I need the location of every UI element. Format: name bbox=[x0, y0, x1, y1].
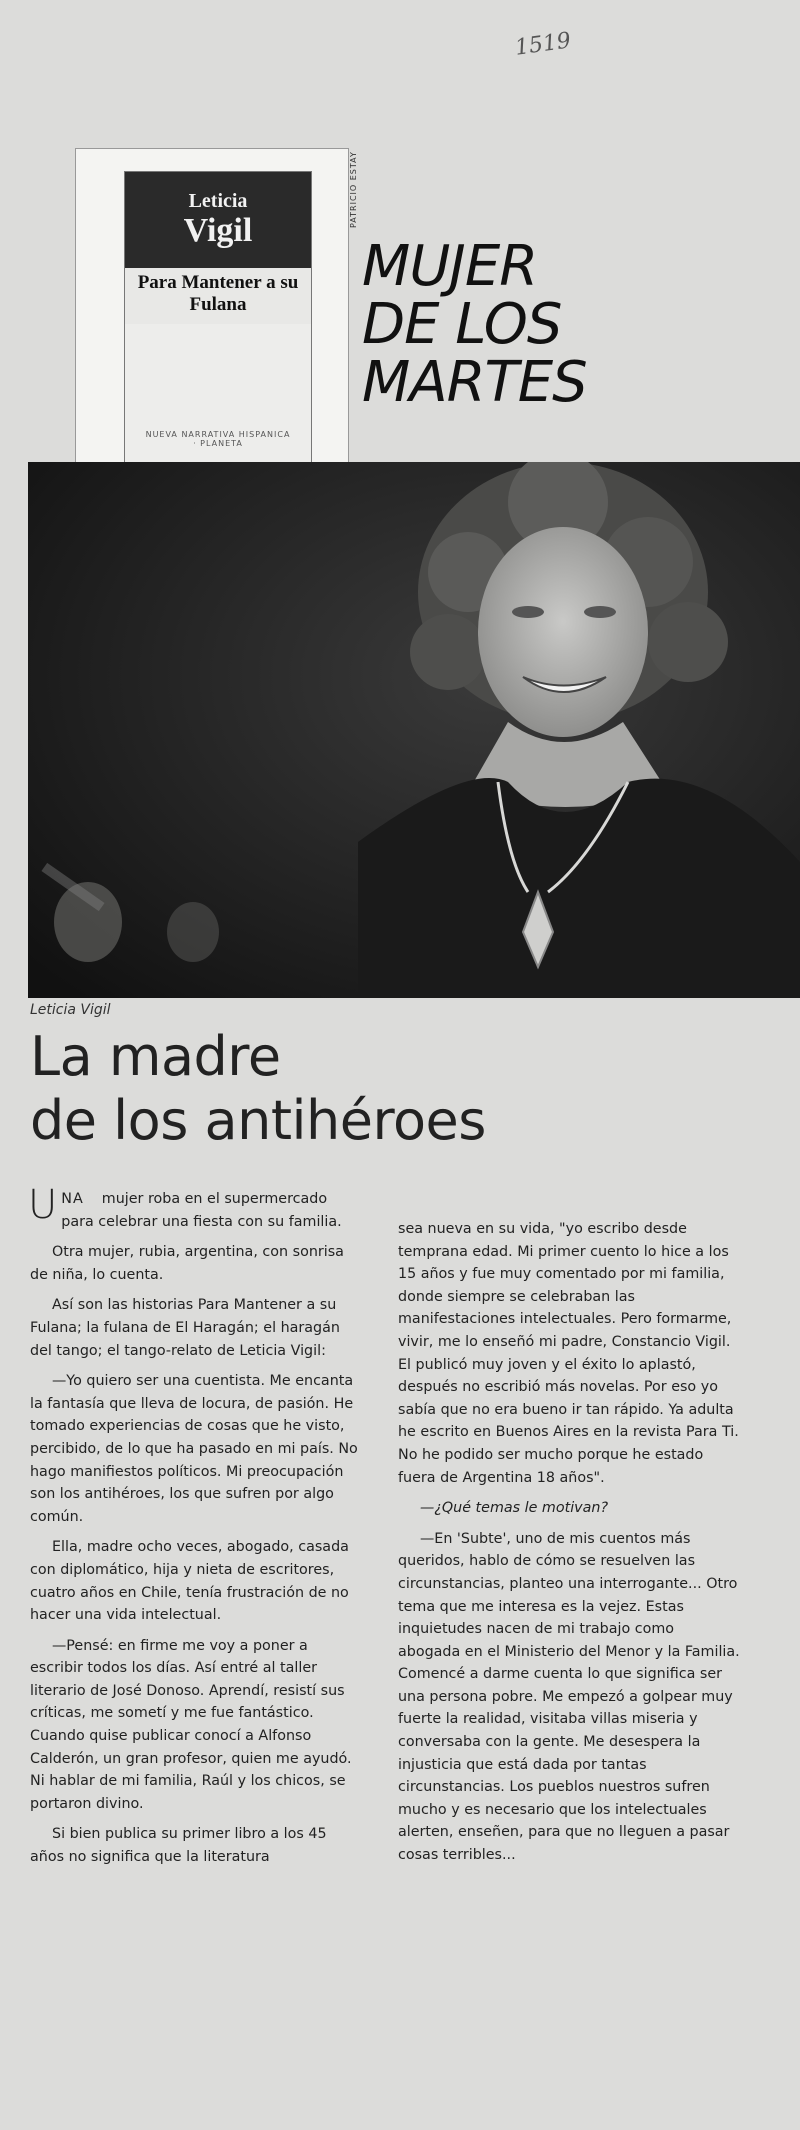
section-title bbox=[362, 234, 602, 415]
book-publisher: NUEVA NARRATIVA HISPANICA · PLANETA bbox=[145, 430, 291, 448]
headline-line: de los antihéroes bbox=[30, 1089, 486, 1152]
section-title-line: DE LOS bbox=[362, 292, 562, 357]
article-column-left bbox=[28, 1182, 360, 1877]
dropcap: U bbox=[28, 1182, 58, 1228]
article-paragraph: —Pensé: en firme me voy a poner a escribir todos los días. Así entré al taller literario de José Donoso. Aprendí, resistí sus críticas, me sometí y me fue fantástico. Cuando quise publicar conocí a Alfonso Calderón, un gran profesor, quien me ayudó. Ni hablar de mi familia, Raúl y los chicos, se portaron divino. bbox=[30, 1637, 352, 1812]
article-paragraph: —En 'Subte', uno de mis cuentos más queridos, hablo de cómo se resuelven las circunstancias, planteo una interrogante... Otro tema que me interesa es la vejez. Estas inquietudes nacen de mi trabajo como abogada en el Ministerio del Menor y la Familia. Comencé a darme cuenta lo que significa ser una persona pobre. Me empezó a golpear muy fuerte la realidad, visitaba villas miseria y conversaba con la gente. Me desespera la injusticia que está dada por tantas circunstancias. Los pueblos nuestros sufren mucho y es necesario que los intelectuales alerten, enseñen, para que no lleguen a pasar cosas terribles... bbox=[398, 1530, 740, 1864]
headline bbox=[30, 1025, 630, 1153]
article-paragraph: Ella, madre ocho veces, abogado, casada con diplomático, hija y nieta de escritores, cuatro años en Chile, tenía frustración de no hacer una vida intelectual. bbox=[30, 1539, 349, 1624]
book-cover-frame bbox=[75, 148, 349, 495]
article-paragraph: —¿Qué temas le motivan? bbox=[420, 1500, 609, 1517]
portrait-illustration bbox=[28, 462, 800, 998]
handwritten-annotation: 1519 bbox=[513, 28, 573, 61]
article-paragraph: —Yo quiero ser una cuentista. Me encanta la fantasía que lleva de locura, de pasión. He tomado experiencias de cosas que he visto, percibido, de lo que ha pasado en mi país. No hago manifiestos políticos. Mi preocupación son los antihéroes, los que sufren por algo común. bbox=[30, 1373, 358, 1525]
book-title: Para Mantener a su Fulana bbox=[125, 268, 311, 324]
section-title-line: MUJER bbox=[362, 234, 538, 299]
portrait-photo bbox=[28, 462, 800, 998]
article-paragraph: sea nueva en su vida, "yo escribo desde temprana edad. Mi primer cuento lo hice a los 15 años y fue muy comentado por mi familia, donde siempre se celebraban las manifestaciones intelectuales. Pero formarme, vivir, me lo enseñó mi padre, Constancio Vigil. El publicó muy joven y el éxito lo aplastó, después no escribió más novelas. Por eso yo sabía que no era bueno ir tan rápido. Ya adulta he escrito en Buenos Aires en la revista Para Ti. No he podido ser mucho porque he estado fuera de Argentina 18 años". bbox=[398, 1221, 739, 1486]
book-cover-top bbox=[125, 172, 311, 324]
book-cover bbox=[124, 171, 312, 471]
headline-line: La madre bbox=[30, 1025, 281, 1088]
article-paragraph: Si bien publica su primer libro a los 45 años no significa que la literatura bbox=[30, 1826, 327, 1866]
photo-caption: Leticia Vigil bbox=[30, 1002, 111, 1018]
opening-smallcaps: NA bbox=[61, 1191, 84, 1207]
article-text: mujer roba en el supermercado para celebrar una fiesta con su familia. bbox=[61, 1191, 342, 1230]
article-paragraph: Otra mujer, rubia, argentina, con sonrisa de niña, lo cuenta. bbox=[30, 1244, 344, 1283]
article-paragraph: Así son las historias Para Mantener a su Fulana; la fulana de El Haragán; el haragán del tango; el tango-relato de Leticia Vigil: bbox=[30, 1297, 340, 1359]
section-title-line: MARTES bbox=[362, 350, 587, 415]
book-author-first: Leticia bbox=[188, 190, 248, 212]
article-column-right bbox=[398, 1218, 740, 1875]
book-author-last: Vigil bbox=[183, 212, 253, 249]
photo-credit: PATRICIO ESTAY bbox=[349, 151, 358, 228]
article-paragraph bbox=[28, 1182, 360, 1233]
